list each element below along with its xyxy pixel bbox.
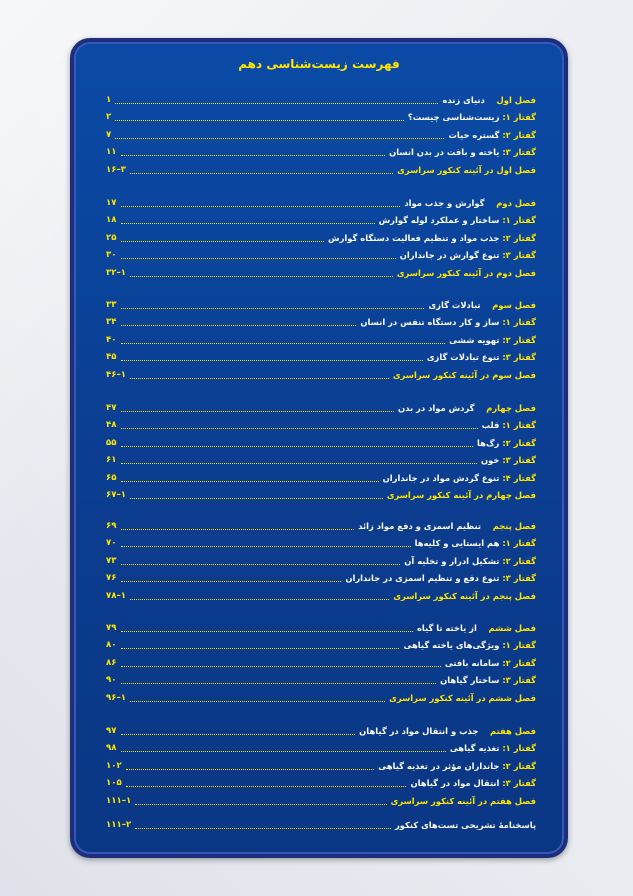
dot-leader [121,463,477,464]
answers-section [106,819,536,836]
dot-leader [121,648,399,649]
dot-leader [121,734,355,735]
chapter-name: گوارش و جذب مواد [404,198,485,208]
page-number: ۴۵ [106,352,117,363]
toc-section [106,94,536,181]
dot-leader [130,173,393,174]
review-title: فصل اول در آئینه کنکور سراسری [397,164,536,175]
lesson-title: تغذیه گیاهی [449,743,500,754]
lesson-title: یاخته و بافت در بدن انسان [389,147,500,158]
dot-leader [121,308,424,309]
lesson-row[interactable] [106,639,536,656]
lesson-number: گفتار ۳: [502,250,536,261]
lesson-title: سامانه بافتی [444,657,500,668]
chapter-name: دنیای زنده [442,95,485,105]
chapter-label [404,198,536,208]
chapter-label [428,300,536,310]
lesson-number: گفتار ۲: [502,760,536,771]
lesson-label [482,420,536,430]
review-row[interactable] [106,590,536,607]
review-title: فصل سوم در آئینه کنکور سراسری [392,369,536,380]
page-number: ۳۳ [106,300,117,310]
page-number: ۸۶ [106,657,117,668]
lesson-title: ساز و کار دستگاه تنفس در انسان [360,317,500,328]
lesson-title: انتقال مواد در گیاهان [410,778,500,789]
chapter-number: فصل اول [496,95,536,105]
lesson-row[interactable] [106,437,536,454]
chapter-label [442,95,536,105]
lesson-label [448,130,536,140]
page-number: ۹۷ [106,726,117,736]
lesson-row[interactable] [106,555,536,572]
page-number: ۱۱ [106,147,117,158]
lesson-number: گفتار ۳: [502,573,536,584]
page-number: ۴۶–۱ [106,369,127,380]
lesson-row[interactable] [106,232,536,249]
review-row[interactable] [106,489,536,506]
dot-leader [135,828,391,829]
page-number: ۲ [106,112,112,123]
toc-section [106,725,536,812]
dot-leader [130,701,385,702]
lesson-label [403,640,536,650]
dot-leader [121,581,341,582]
lesson-row[interactable] [106,111,536,128]
dot-leader [121,546,411,547]
page-number: ۱۸ [106,215,117,226]
lesson-label [440,675,536,685]
lesson-row[interactable] [106,742,536,759]
chapter-name: تنظیم اسمزی و دفع مواد زائد [358,521,482,531]
review-row[interactable] [106,267,536,284]
dot-leader [121,360,423,361]
review-row[interactable] [106,795,536,812]
lesson-number: گفتار ۳: [502,455,536,466]
page-number: ۱۱۱–۱ [106,795,132,806]
lesson-row[interactable] [106,129,536,146]
lesson-row[interactable] [106,146,536,163]
dot-leader [126,769,374,770]
dot-leader [115,138,444,139]
lesson-title: هم ایستایی و کلیه‌ها [414,538,500,549]
lesson-label [345,573,536,583]
lesson-title: گستره حیات [448,129,500,140]
lesson-title: ساختار گیاهان [440,675,500,686]
lesson-label [445,658,536,668]
lesson-label [477,438,536,448]
lesson-label [411,778,537,788]
lesson-title: تنوع گردش مواد در جانداران [382,472,500,483]
lesson-label [400,250,536,260]
dot-leader [121,223,375,224]
lesson-title: تشکیل ادرار و تخلیه آن [404,555,500,566]
page-number: ۲۵ [106,232,117,243]
page-number: ۶۱ [106,455,117,466]
page-number: ۱۰۲ [106,760,122,771]
chapter-label [398,403,536,413]
lesson-row[interactable] [106,351,536,368]
review-title: فصل ششم در آئینه کنکور سراسری [389,692,536,703]
page-number: ۳۰ [106,250,117,261]
chapter-number: فصل ششم [488,623,536,633]
page-number: ۱۰۵ [106,778,122,789]
lesson-number: گفتار ۲: [502,657,536,668]
lesson-title: ساختار و عملکرد لوله گوارش [378,215,500,226]
page-number: ۴۷ [106,403,117,413]
lesson-label [379,215,536,225]
chapter-number: فصل سوم [492,300,536,310]
dot-leader [130,276,393,277]
page-number: ۱۱۱–۲ [106,820,132,830]
lesson-number: گفتار ۱: [502,215,536,226]
lesson-row[interactable] [106,454,536,471]
dot-leader [115,103,438,104]
lesson-title: تهویه ششی [449,334,500,345]
lesson-label [415,538,536,548]
lesson-label [481,455,536,465]
page-number: ۱۷ [106,198,117,208]
page-number: ۴۰ [106,334,117,345]
page-number: ۷۹ [106,623,117,633]
page-number: ۱ [106,95,112,105]
dot-leader [135,804,387,805]
lesson-label [449,335,536,345]
review-title: فصل چهارم در آئینه کنکور سراسری [386,489,536,500]
lesson-row[interactable] [106,214,536,231]
lesson-number: گفتار ۲: [502,437,536,448]
dot-leader [121,428,478,429]
page-number: ۶۷–۱ [106,489,127,500]
review-row[interactable] [106,692,536,709]
page-number: ۴۸ [106,420,117,431]
lesson-number: گفتار ۱: [502,538,536,549]
lesson-label [389,147,536,157]
dot-leader [115,120,404,121]
lesson-title: تنوع دفع و تنظیم اسمزی در جانداران [345,573,500,584]
dot-leader [126,786,406,787]
lesson-title: جذب مواد و تنظیم فعالیت دستگاه گوارش [328,232,500,243]
lesson-number: گفتار ۲: [502,555,536,566]
lesson-number: گفتار ۳: [502,778,536,789]
page-number: ۷۶ [106,573,117,584]
page-number: ۳۴ [106,317,117,328]
review-title: فصل هفتم در آئینه کنکور سراسری [390,795,536,806]
page-number: ۷۸–۱ [106,590,127,601]
page-number: ۷۳ [106,555,117,566]
dot-leader [121,206,400,207]
page-number: ۷ [106,129,112,140]
page-number: ۸۰ [106,640,117,651]
page-number: ۵۵ [106,437,117,448]
lesson-number: گفتار ۱: [502,640,536,651]
dot-leader [130,599,389,600]
dot-leader [121,325,356,326]
review-row[interactable] [106,369,536,386]
dot-leader [121,446,473,447]
page-number: ۱۶–۳ [106,164,127,175]
lesson-row[interactable] [106,419,536,436]
lesson-number: گفتار ۱: [502,420,536,431]
toc-section [106,402,536,506]
chapter-label [417,623,536,633]
toc-section [106,622,536,709]
toc-section [106,520,536,607]
review-title: فصل پنجم در آئینه کنکور سراسری [393,590,536,601]
lesson-row[interactable] [106,657,536,674]
lesson-title: ویژگی‌های یاخته گیاهی [403,640,500,651]
lesson-number: گفتار ۱: [502,317,536,328]
lesson-label [450,743,536,753]
dot-leader [121,411,394,412]
lesson-row[interactable] [106,316,536,333]
page-number: ۹۰ [106,675,117,686]
lesson-title: رگ‌ها [477,437,500,448]
lesson-label [427,352,536,362]
dot-leader [130,378,389,379]
lesson-number: گفتار ۳: [502,147,536,158]
dot-leader [121,564,400,565]
lesson-row[interactable] [106,674,536,691]
lesson-number: گفتار ۳: [502,675,536,686]
lesson-row[interactable] [106,777,536,794]
review-title: فصل دوم در آئینه کنکور سراسری [396,267,536,278]
toc-card [70,38,568,858]
lesson-number: گفتار ۲: [502,232,536,243]
toc-section [106,299,536,386]
lesson-title: جانداران مؤثر در تغذیه گیاهی [378,760,500,771]
dot-leader [121,241,324,242]
page-title: فهرست زیست‌شناسی دهم [238,57,400,71]
dot-leader [121,155,385,156]
dot-leader [121,631,413,632]
lesson-label [404,556,536,566]
review-row[interactable] [106,164,536,181]
chapter-name: تبادلات گازی [428,300,481,310]
dot-leader [121,666,441,667]
chapter-name: از یاخته تا گیاه [416,623,477,633]
chapter-number: فصل پنجم [492,521,536,531]
lesson-number: گفتار ۲: [502,334,536,345]
lesson-title: تنوع گوارش در جانداران [399,250,500,261]
lesson-number: گفتار ۴: [502,472,536,483]
lesson-row[interactable] [106,537,536,554]
lesson-row[interactable] [106,572,536,589]
dot-leader [121,343,445,344]
lesson-number: گفتار ۱: [502,743,536,754]
answers-title: پاسخنامهٔ تشریحی تست‌های کنکور [394,820,536,830]
chapter-number: فصل دوم [496,198,536,208]
dot-leader [130,498,383,499]
chapter-number: فصل هفتم [490,726,536,736]
chapter-heading[interactable] [106,520,536,537]
lesson-label [328,233,536,243]
page-number: ۹۸ [106,743,117,754]
lesson-title: زیست‌شناسی چیست؟ [407,112,500,123]
lesson-label [360,317,536,327]
lesson-title: تنوع تبادلات گازی [426,352,500,363]
chapter-heading[interactable] [106,622,536,639]
page-number: ۶۵ [106,472,117,483]
lesson-label [408,112,536,122]
dot-leader [121,529,354,530]
chapter-heading[interactable] [106,94,536,111]
lesson-row[interactable] [106,472,536,489]
chapter-heading[interactable] [106,402,536,419]
page-number: ۳۲–۱ [106,267,127,278]
toc-section [106,197,536,284]
lesson-title: خون [480,455,500,466]
chapter-heading[interactable] [106,197,536,214]
dot-leader [121,751,446,752]
chapter-heading[interactable] [106,299,536,316]
lesson-row[interactable] [106,249,536,266]
lesson-number: گفتار ۱: [502,112,536,123]
lesson-number: گفتار ۲: [502,129,536,140]
page-number: ۶۹ [106,521,117,531]
answers-row[interactable] [106,819,536,836]
chapter-name: گردش مواد در بدن [397,403,475,413]
lesson-label [378,761,536,771]
lesson-number: گفتار ۳: [502,352,536,363]
lesson-label [383,473,536,483]
lesson-title: قلب [481,420,500,431]
lesson-row[interactable] [106,760,536,777]
page-number: ۹۶–۱ [106,692,127,703]
chapter-number: فصل چهارم [486,403,536,413]
dot-leader [121,258,396,259]
lesson-row[interactable] [106,334,536,351]
chapter-label [358,521,536,531]
dot-leader [121,481,379,482]
chapter-name: جذب و انتقال مواد در گیاهان [359,726,479,736]
dot-leader [121,683,436,684]
page-number: ۷۰ [106,538,117,549]
chapter-label [359,726,536,736]
chapter-heading[interactable] [106,725,536,742]
